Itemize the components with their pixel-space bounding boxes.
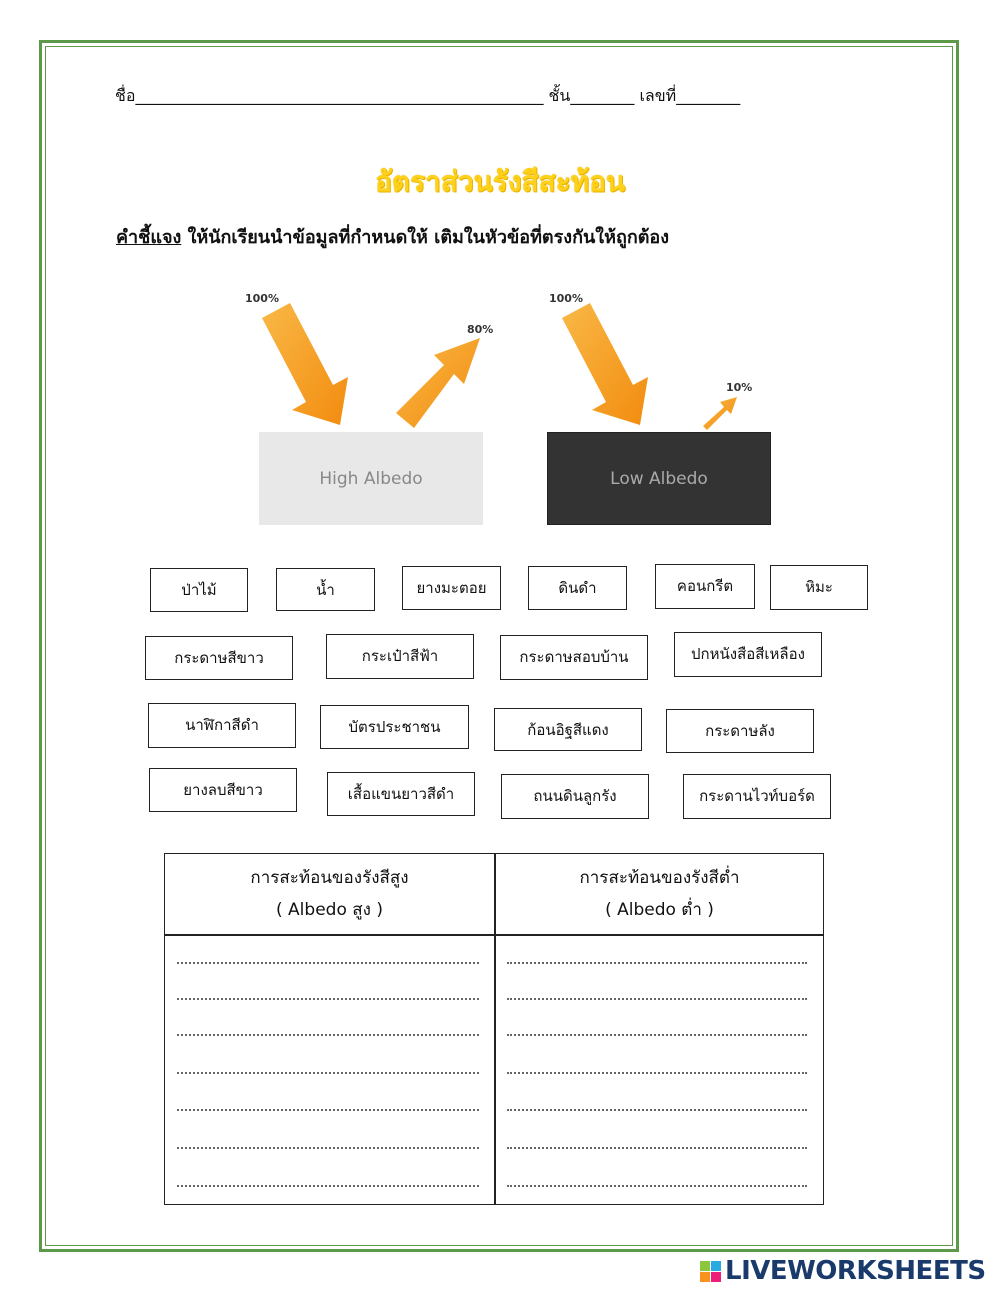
word-chip[interactable]: ยางลบสีขาว	[149, 768, 297, 812]
instruction-text: ให้นักเรียนนำข้อมูลที่กำหนดให้ เติมในหัวข้อที่ตรงกันให้ถูกต้อง	[181, 227, 670, 248]
liveworksheets-logo	[700, 1256, 986, 1286]
albedo-diagram	[0, 0, 1000, 560]
word-chip[interactable]: ก้อนอิฐสีแดง	[494, 708, 642, 751]
student-info-line[interactable]: ชื่อ___________________________________________________ ชั้น________ เลขที่________	[115, 86, 741, 105]
word-chip[interactable]: ดินดำ	[528, 566, 627, 610]
word-chip[interactable]: ถนนดินลูกรัง	[501, 774, 649, 819]
low-incoming-label: 100%	[549, 292, 583, 305]
table-header-low	[495, 854, 824, 934]
worksheet-title: อัตราส่วนรังสีสะท้อน	[374, 165, 626, 198]
answer-line-high[interactable]	[177, 998, 479, 1000]
high-reflected-arrow	[396, 338, 480, 428]
header-high-line1: การสะท้อนของรังสีสูง	[250, 868, 409, 888]
answer-line-low[interactable]	[507, 1109, 807, 1111]
high-reflected-label: 80%	[467, 323, 494, 336]
header-high-line2: ( Albedo สูง )	[276, 900, 383, 920]
answer-line-high[interactable]	[177, 1109, 479, 1111]
low-reflected-label: 10%	[726, 381, 753, 394]
word-chip[interactable]: คอนกรีต	[655, 564, 755, 609]
word-chip[interactable]: กระดานไวท์บอร์ด	[683, 774, 831, 819]
word-chip[interactable]: หิมะ	[770, 565, 868, 610]
word-chip[interactable]: นาฬิกาสีดำ	[148, 703, 296, 748]
logo-text: LIVEWORKSHEETS	[725, 1256, 986, 1286]
word-chip[interactable]: เสื้อแขนยาวสีดำ	[327, 772, 475, 816]
answer-line-high[interactable]	[177, 1072, 479, 1074]
logo-mark-icon	[700, 1261, 721, 1282]
answer-table	[164, 853, 824, 1205]
table-header-divider	[165, 934, 823, 936]
answer-line-high[interactable]	[177, 962, 479, 964]
word-chip[interactable]: ป่าไม้	[150, 568, 248, 612]
word-chip[interactable]: กระเป๋าสีฟ้า	[326, 634, 474, 679]
answer-line-low[interactable]	[507, 1034, 807, 1036]
word-chip[interactable]: ปกหนังสือสีเหลือง	[674, 632, 822, 677]
low-albedo-box: Low Albedo	[547, 432, 771, 525]
header-low-line2: ( Albedo ต่ำ )	[605, 900, 714, 920]
answer-line-low[interactable]	[507, 962, 807, 964]
high-albedo-box: High Albedo	[259, 432, 483, 525]
table-header-high	[165, 854, 494, 934]
instruction-label: คำชี้แจง	[116, 227, 182, 248]
answer-line-low[interactable]	[507, 1147, 807, 1149]
answer-line-low[interactable]	[507, 1072, 807, 1074]
word-chip[interactable]: น้ำ	[276, 568, 375, 611]
word-chip[interactable]: ยางมะตอย	[402, 566, 501, 610]
header-low-line1: การสะท้อนของรังสีต่ำ	[579, 868, 740, 888]
low-reflected-arrow	[703, 397, 737, 430]
answer-line-high[interactable]	[177, 1185, 479, 1187]
word-chip[interactable]: กระดาษลัง	[666, 709, 814, 753]
high-incoming-arrow	[262, 303, 348, 425]
low-incoming-arrow	[562, 303, 648, 425]
word-chip[interactable]: กระดาษสีขาว	[145, 636, 293, 680]
high-incoming-label: 100%	[245, 292, 279, 305]
word-chip[interactable]: กระดาษสอบบ้าน	[500, 635, 648, 680]
answer-line-low[interactable]	[507, 1185, 807, 1187]
answer-line-high[interactable]	[177, 1147, 479, 1149]
answer-line-low[interactable]	[507, 998, 807, 1000]
word-chip[interactable]: บัตรประชาชน	[320, 705, 469, 749]
answer-line-high[interactable]	[177, 1034, 479, 1036]
